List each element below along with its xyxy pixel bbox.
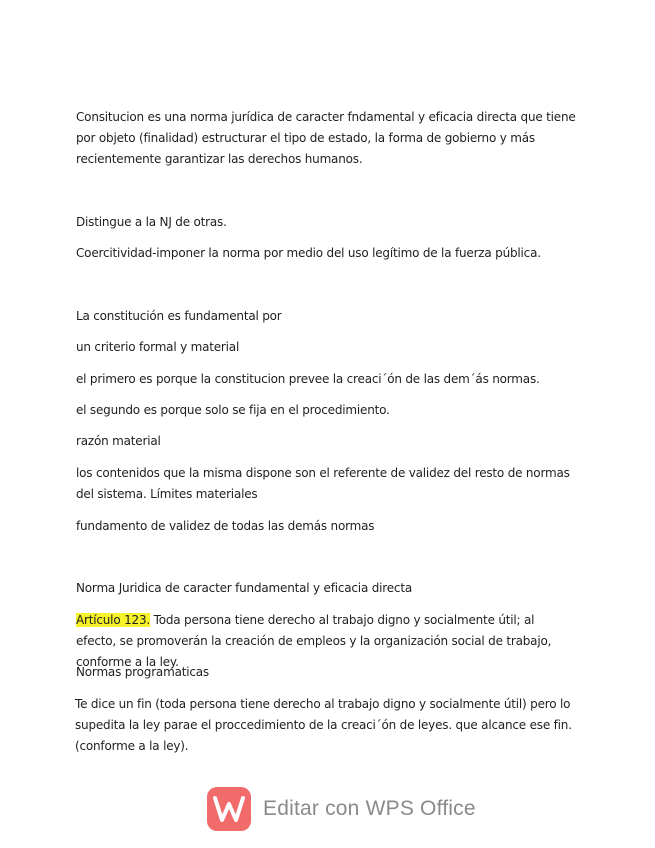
paragraph-criterio: un criterio formal y material [76,340,240,354]
paragraph-coercitividad: Coercitividad-imponer la norma por medio del uso legítimo de la fuerza pública. [76,246,541,260]
paragraph-distingue: Distingue a la NJ de otras. [76,215,227,229]
paragraph-primero: el primero es porque la constitucion prevee la creaci´ón de las dem´ás normas. [76,372,540,386]
paragraph-constitucion-definition: Consitucion es una norma jurídica de caracter fndamental y eficacia directa que tiene por objeto (finalidad) estructurar el tipo de estado, la forma de gobierno y más recientemente garantizar las derechos humanos. [76,110,576,166]
article-text: Toda persona tiene derecho al trabajo digno y socialmente útil; al efecto, se promoverán la creación de empleos y la organización social de trabajo, conforme a la ley. [76,613,552,669]
wps-edit-banner[interactable] [207,786,476,832]
paragraph-normas-programaticas: Normas programaticas [76,665,209,679]
paragraph-razon-material: razón material [76,434,161,448]
paragraph-te-dice-un-fin: Te dice un fin (toda persona tiene derecho al trabajo digno y socialmente útil) pero lo supedita la ley parae el proccedimiento de la creaci´ón de leyes. que alcance ese fin. (conforme a la ley). [75,697,572,753]
wps-logo-icon [207,787,251,831]
paragraph-contenidos: los contenidos que la misma dispone son el referente de validez del resto de normas del sistema. Límites materiales [76,466,570,501]
paragraph-segundo: el segundo es porque solo se fija en el procedimiento. [76,403,390,417]
highlighted-article-reference: Artículo 123. [76,613,150,627]
paragraph-norma-juridica: Norma Juridica de caracter fundamental y eficacia directa [76,581,412,595]
paragraph-fundamental-por: La constitución es fundamental por [76,309,282,323]
wps-edit-label[interactable]: Editar con WPS Office [263,797,476,820]
paragraph-fundamento: fundamento de validez de todas las demás normas [76,519,375,533]
